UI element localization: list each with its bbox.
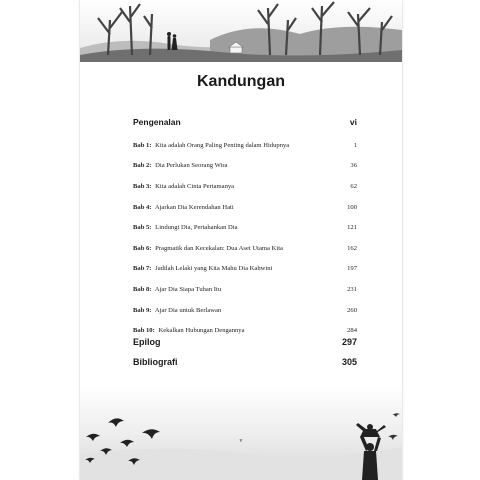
chapter-entry [133, 238, 357, 259]
bibliography-page-number: 305 [341, 357, 357, 367]
page-number: v [239, 438, 243, 444]
intro-label: Pengenalan [133, 117, 181, 127]
chapter-page-number: 231 [347, 285, 357, 293]
header-landscape-illustration [80, 0, 402, 62]
chapter-page-number: 197 [347, 265, 357, 273]
chapter-title: Kita adalah Cinta Pertamanya [155, 182, 235, 190]
chapter-entry [133, 135, 357, 156]
chapter-title: Lindungi Dia, Pertahankan Dia [155, 224, 238, 232]
chapter-prefix: Bab 10: [133, 327, 155, 335]
chapter-page-number: 1 [353, 141, 357, 149]
table-of-contents-title: Kandungan [197, 73, 285, 90]
toc-epilogue-row [133, 337, 357, 347]
chapter-title: Dia Perlukan Seorang Wira [155, 162, 228, 170]
chapter-entry [133, 176, 357, 197]
chapter-prefix: Bab 2: [133, 162, 152, 170]
chapter-entry [133, 259, 357, 280]
chapter-title: Ajar Dia untuk Berlawan [154, 306, 222, 314]
chapter-page-number: 260 [347, 306, 357, 314]
chapter-page-number: 121 [347, 224, 357, 232]
chapter-prefix: Bab 5: [133, 224, 152, 232]
chapter-prefix: Bab 3: [133, 182, 152, 190]
chapter-page-number: 36 [350, 162, 357, 170]
chapter-title: Pragmatik dan Kecekalan: Dua Aset Utama Kita [155, 244, 283, 252]
chapter-entry [133, 217, 357, 238]
chapter-page-number: 62 [350, 182, 357, 190]
intro-page-number: vi [349, 117, 357, 127]
chapter-title: Kita adalah Orang Paling Penting dalam Hidupnya [155, 141, 290, 149]
chapter-prefix: Bab 4: [133, 203, 152, 211]
chapter-title: Ajar Dia Siapa Tuhan Itu [154, 285, 222, 293]
chapter-prefix: Bab 9: [133, 306, 152, 314]
chapter-entry [133, 300, 357, 321]
bibliography-label: Bibliografi [133, 357, 178, 367]
toc-bibliography-row [133, 357, 357, 367]
toc-intro-row [133, 117, 357, 127]
epilogue-label: Epilog [133, 337, 161, 347]
chapter-prefix: Bab 7: [133, 265, 152, 273]
footer-birds-illustration [80, 385, 402, 480]
chapter-page-number: 100 [347, 203, 357, 211]
chapter-title: Ajarkan Dia Kerendahan Hati [154, 203, 234, 211]
chapter-title: Kekalkan Hubungan Dengannya [158, 327, 245, 335]
epilogue-page-number: 297 [341, 337, 357, 347]
chapter-entry [133, 156, 357, 177]
chapter-entry [133, 197, 357, 218]
chapter-list [133, 135, 357, 341]
chapter-page-number: 162 [347, 244, 357, 252]
book-page [80, 0, 402, 480]
chapter-prefix: Bab 1: [133, 141, 152, 149]
chapter-title: Jadilah Lelaki yang Kita Mahu Dia Kahwini [155, 265, 273, 273]
chapter-page-number: 284 [347, 327, 357, 335]
chapter-prefix: Bab 8: [133, 285, 152, 293]
chapter-prefix: Bab 6: [133, 244, 152, 252]
chapter-entry [133, 279, 357, 300]
